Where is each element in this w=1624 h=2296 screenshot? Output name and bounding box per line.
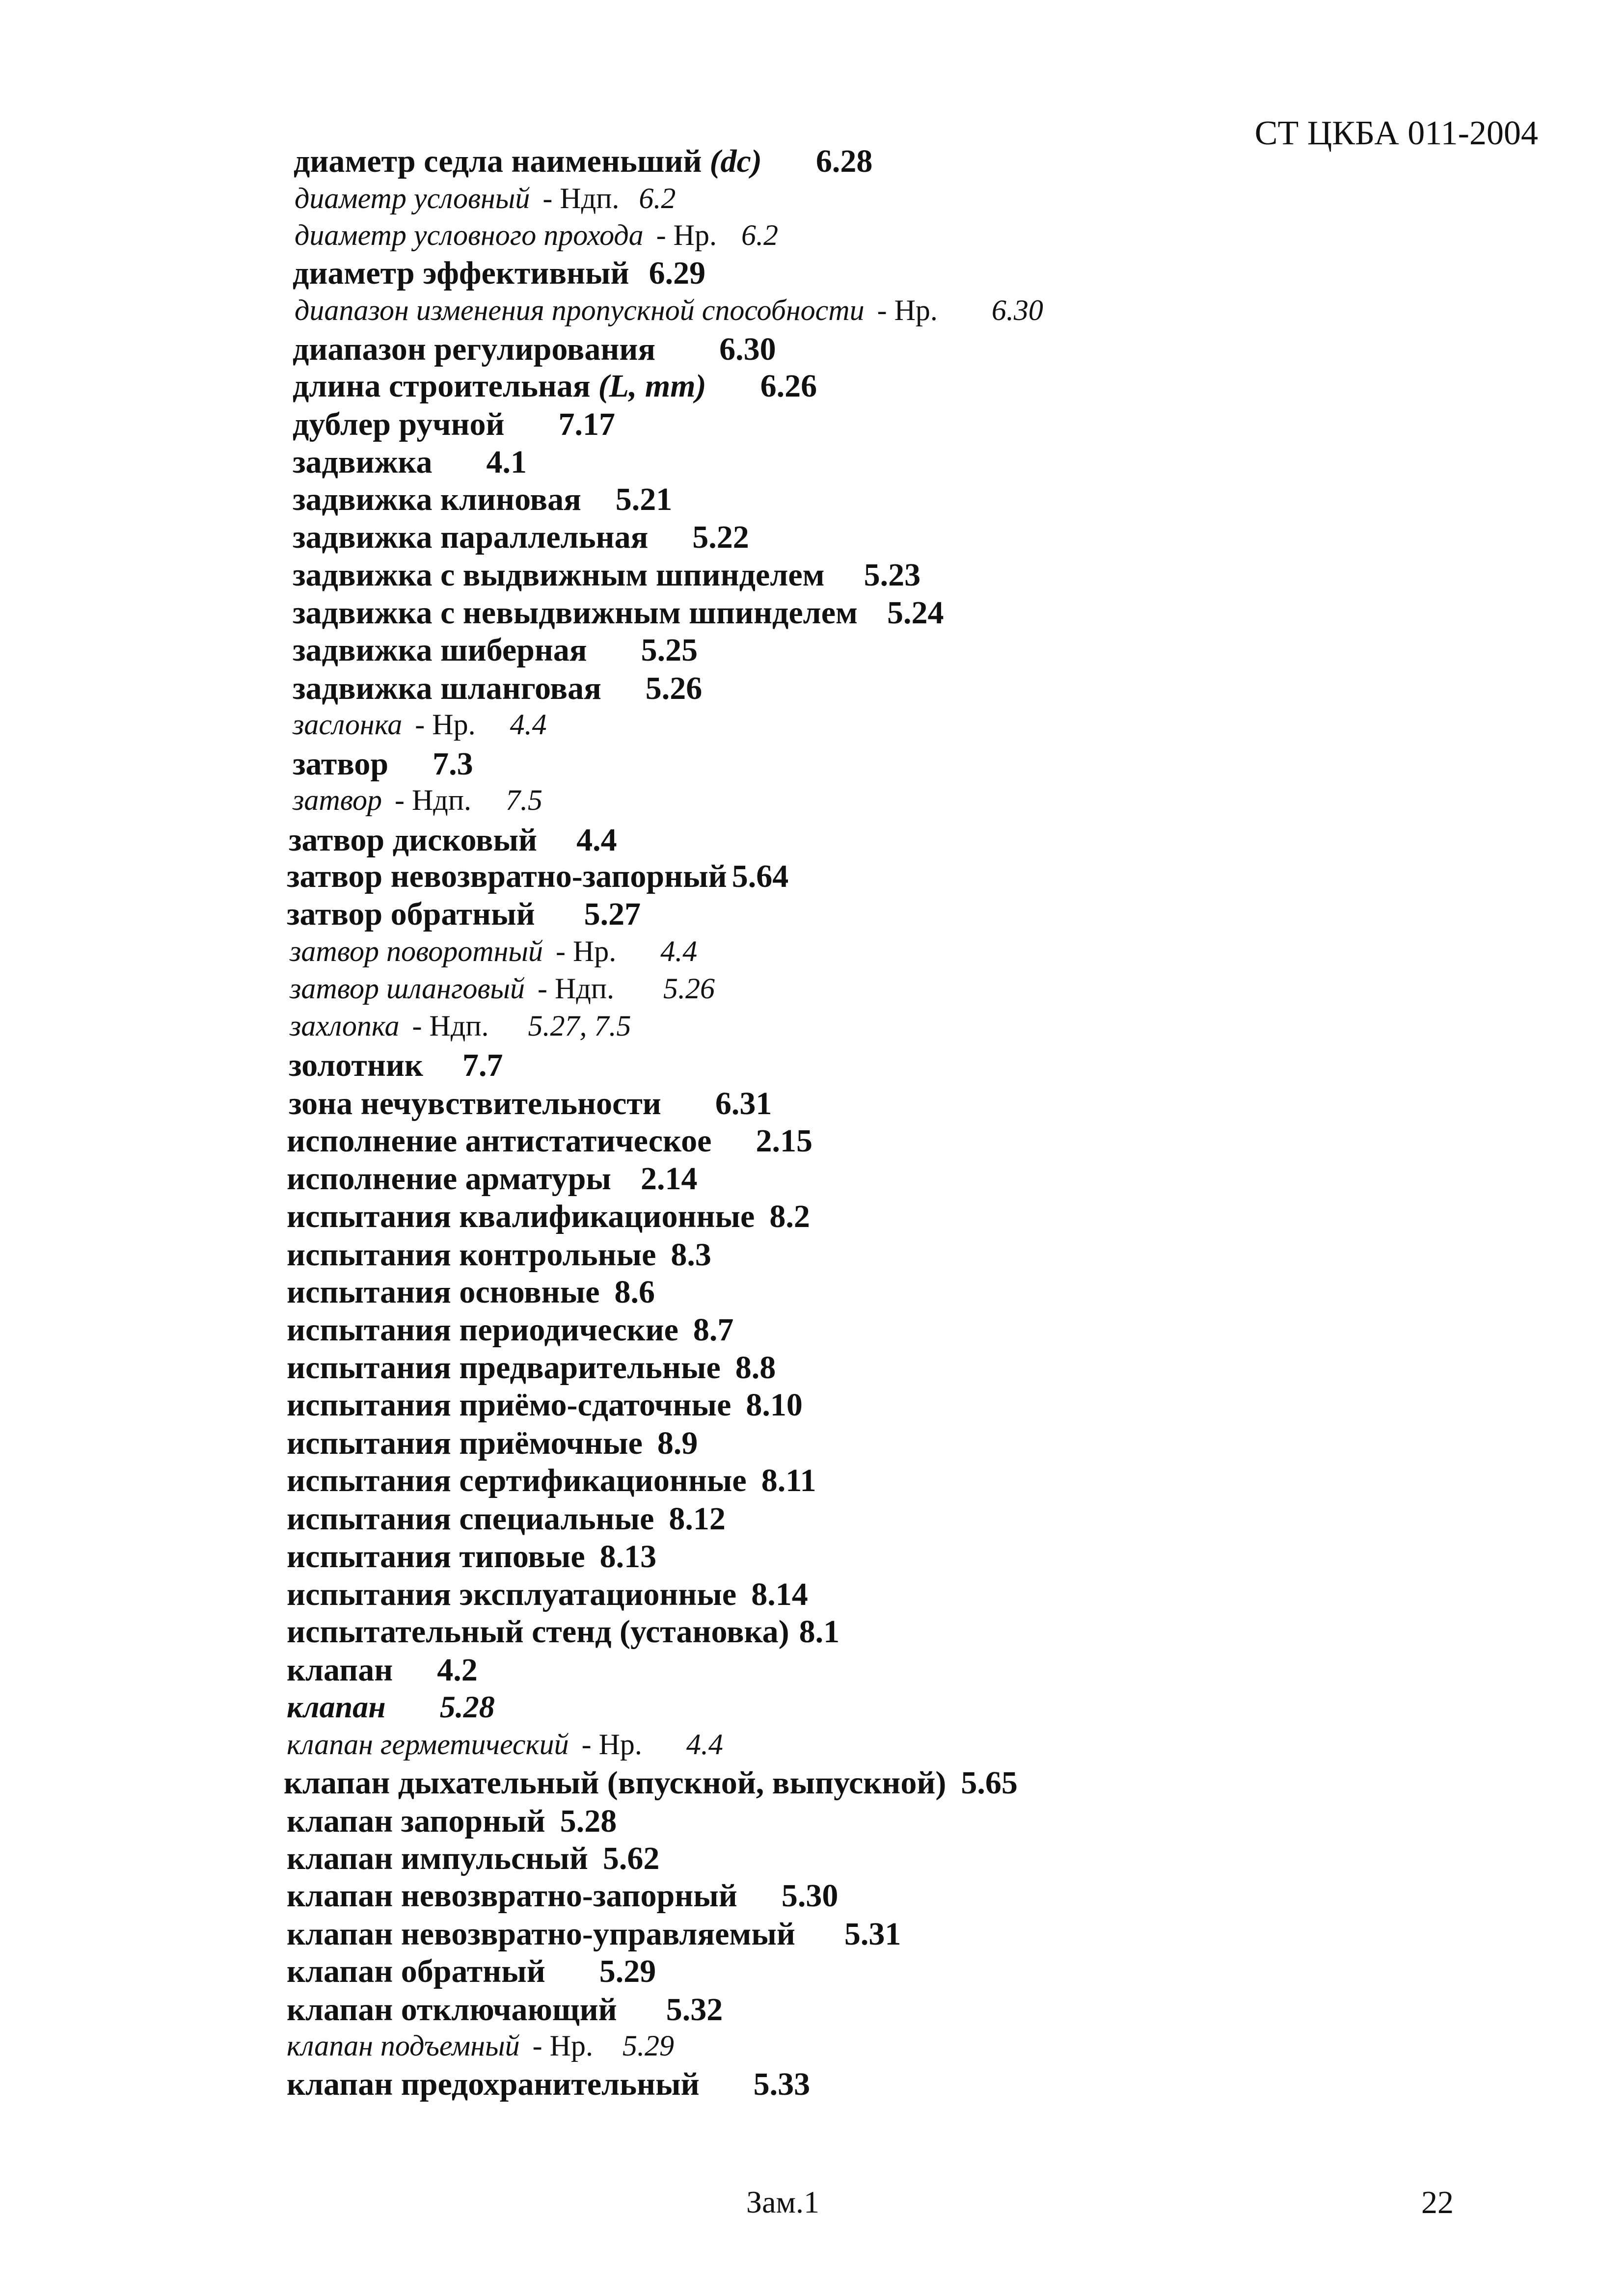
entry-term: длина строительная bbox=[293, 368, 591, 404]
entry-reference: 8.9 bbox=[657, 1425, 698, 1461]
index-entry bbox=[293, 559, 920, 591]
entry-mark: - Нр. bbox=[656, 219, 717, 251]
entry-term: захлопка bbox=[290, 1010, 400, 1042]
entry-reference: 8.2 bbox=[769, 1199, 810, 1234]
index-entry bbox=[293, 748, 473, 780]
index-entry bbox=[294, 145, 872, 178]
index-entry bbox=[287, 1389, 803, 1421]
index-entry bbox=[293, 710, 547, 739]
entry-reference: 5.24 bbox=[887, 595, 944, 631]
index-entry bbox=[295, 220, 778, 250]
index-entry bbox=[287, 1880, 838, 1912]
entry-mark: - Ндп. bbox=[395, 784, 471, 816]
entry-reference: 8.1 bbox=[799, 1614, 840, 1650]
entry-term: задвижка с выдвижным шпинделем bbox=[293, 557, 825, 593]
index-entry bbox=[287, 1994, 723, 2026]
index-entry bbox=[287, 1352, 776, 1384]
index-entry bbox=[287, 2031, 674, 2060]
index-entry bbox=[293, 785, 542, 815]
entry-reference: 2.15 bbox=[756, 1123, 812, 1159]
entry-term: клапан герметический bbox=[287, 1728, 569, 1761]
entry-term: клапан дыхательный (впускной, выпускной) bbox=[284, 1765, 947, 1801]
entry-term: дублер ручной bbox=[293, 406, 505, 442]
entry-reference: 8.3 bbox=[671, 1237, 711, 1273]
entry-term: испытания приёмочные bbox=[287, 1425, 643, 1461]
entry-reference: 7.3 bbox=[433, 746, 473, 782]
index-entry bbox=[293, 672, 702, 705]
entry-reference: 4.2 bbox=[437, 1652, 478, 1688]
entry-term: задвижка bbox=[293, 444, 433, 480]
index-entry bbox=[287, 1314, 733, 1346]
entry-reference: 5.22 bbox=[692, 519, 749, 555]
entry-reference: 8.6 bbox=[614, 1274, 655, 1310]
entry-term: диапазон изменения пропускной способности bbox=[295, 294, 865, 326]
index-entry bbox=[287, 1616, 839, 1648]
entry-term: испытания основные bbox=[287, 1274, 600, 1310]
entry-reference: 5.29 bbox=[622, 2029, 674, 2062]
entry-term: клапан подъемный bbox=[287, 2029, 520, 2062]
entry-reference: 7.7 bbox=[462, 1047, 503, 1083]
entry-reference: 8.14 bbox=[751, 1576, 808, 1612]
index-entry bbox=[287, 1805, 617, 1838]
entry-reference: 5.28 bbox=[560, 1803, 617, 1839]
entry-term: клапан невозвратно-управляемый bbox=[287, 1916, 795, 1952]
entry-reference: 5.65 bbox=[961, 1765, 1018, 1801]
entry-term: диаметр условного прохода bbox=[295, 219, 644, 251]
entry-term: диаметр эффективный bbox=[293, 255, 629, 291]
entry-term: испытания квалификационные bbox=[287, 1199, 755, 1234]
entry-reference: 5.26 bbox=[645, 670, 703, 706]
entry-mark: - Ндп. bbox=[412, 1010, 489, 1042]
entry-reference: 7.5 bbox=[505, 784, 542, 816]
index-entry bbox=[293, 408, 615, 441]
entry-reference: 6.2 bbox=[639, 182, 676, 214]
index-entry bbox=[287, 1465, 816, 1497]
index-entry bbox=[287, 1276, 655, 1308]
document-code: СТ ЦКБА 011-2004 bbox=[1254, 114, 1538, 152]
entry-reference: 2.14 bbox=[640, 1161, 698, 1197]
entry-term: испытания специальные bbox=[287, 1501, 654, 1537]
entry-reference: 5.31 bbox=[844, 1916, 901, 1952]
index-entry bbox=[290, 1011, 631, 1041]
entry-reference: 6.28 bbox=[815, 143, 873, 179]
index-entry bbox=[287, 1163, 697, 1195]
entry-reference: 4.4 bbox=[510, 708, 547, 741]
index-entry bbox=[287, 1201, 810, 1233]
change-note: Зам.1 bbox=[746, 2185, 819, 2219]
entry-term: диаметр условный bbox=[295, 182, 530, 214]
index-entry bbox=[295, 184, 676, 213]
index-entry bbox=[293, 634, 698, 667]
index-entry bbox=[287, 898, 641, 931]
entry-term: золотник bbox=[289, 1047, 423, 1083]
index-entry bbox=[287, 1730, 723, 1759]
entry-reference: 5.30 bbox=[781, 1878, 839, 1914]
entry-reference: 5.25 bbox=[641, 632, 698, 668]
entry-symbol: (L, mm) bbox=[598, 368, 706, 404]
index-entry bbox=[295, 295, 1043, 325]
entry-reference: 8.10 bbox=[746, 1387, 803, 1423]
entry-term: клапан предохранительный bbox=[287, 2066, 700, 2102]
index-entry bbox=[293, 521, 749, 554]
index-entry bbox=[289, 1049, 503, 1082]
index-entry bbox=[293, 483, 672, 516]
entry-term: диаметр седла наименьший bbox=[294, 143, 702, 179]
entry-reference: 5.23 bbox=[864, 557, 921, 593]
entry-mark: - Нр. bbox=[532, 2029, 593, 2062]
entry-reference: 6.30 bbox=[991, 294, 1043, 326]
entry-term: клапан bbox=[287, 1689, 386, 1724]
entry-term: исполнение арматуры bbox=[287, 1161, 611, 1197]
entry-term: затвор поворотный bbox=[290, 935, 543, 967]
entry-term: затвор шланговый bbox=[290, 972, 525, 1005]
entry-mark: - Ндп. bbox=[542, 182, 620, 214]
index-entry bbox=[287, 1125, 812, 1157]
entry-term: клапан невозвратно-запорный bbox=[287, 1878, 737, 1914]
index-entry bbox=[287, 1578, 808, 1611]
entry-reference: 8.8 bbox=[735, 1350, 776, 1386]
entry-term: задвижка клиновая bbox=[293, 481, 581, 517]
index-entry bbox=[287, 1691, 495, 1723]
entry-reference: 5.33 bbox=[753, 2066, 811, 2102]
entry-term: диапазон регулирования bbox=[293, 331, 656, 367]
entry-term: испытания контрольные bbox=[287, 1237, 656, 1273]
index-entry bbox=[293, 257, 705, 290]
entry-term: задвижка шланговая bbox=[293, 670, 601, 706]
index-entry bbox=[287, 1239, 711, 1271]
entry-term: испытания приёмо-сдаточные bbox=[287, 1387, 731, 1423]
entry-term: зона нечувствительности bbox=[289, 1086, 661, 1121]
entry-term: затвор bbox=[293, 784, 382, 816]
entry-term: клапан обратный bbox=[287, 1953, 545, 1989]
index-entry bbox=[287, 1503, 726, 1535]
entry-reference: 8.13 bbox=[599, 1539, 657, 1575]
entry-reference: 5.21 bbox=[615, 481, 673, 517]
entry-reference: 5.28 bbox=[439, 1689, 495, 1724]
entry-term: задвижка с невыдвижным шпинделем bbox=[293, 595, 858, 631]
index-entry bbox=[287, 1654, 478, 1686]
entry-mark: - Нр. bbox=[415, 708, 476, 741]
entry-term: клапан запорный bbox=[287, 1803, 545, 1839]
entry-mark: - Ндп. bbox=[538, 972, 614, 1005]
entry-reference: 8.11 bbox=[761, 1463, 816, 1498]
entry-term: клапан импульсный bbox=[287, 1841, 588, 1876]
entry-reference: 5.27, 7.5 bbox=[528, 1010, 631, 1042]
entry-reference: 5.64 bbox=[731, 858, 789, 894]
entry-reference: 5.29 bbox=[599, 1953, 656, 1989]
entry-term: испытания эксплуатационные bbox=[287, 1576, 737, 1612]
entry-term: задвижка шиберная bbox=[293, 632, 587, 668]
index-entry bbox=[293, 446, 527, 479]
entry-term: затвор bbox=[293, 746, 389, 782]
entry-term: испытательный стенд (установка) bbox=[287, 1614, 789, 1650]
entry-term: испытания типовые bbox=[287, 1539, 585, 1575]
index-entry bbox=[293, 370, 817, 402]
entry-reference: 6.31 bbox=[715, 1086, 772, 1121]
entry-reference: 4.4 bbox=[686, 1728, 723, 1761]
index-entry bbox=[284, 1767, 1018, 1799]
index-entry bbox=[287, 2068, 810, 2101]
entry-reference: 4.4 bbox=[576, 822, 617, 858]
entry-term: испытания предварительные bbox=[287, 1350, 721, 1386]
index-entry bbox=[293, 597, 944, 629]
entry-reference: 6.30 bbox=[719, 331, 776, 367]
page-number: 22 bbox=[1421, 2185, 1454, 2220]
entry-reference: 8.12 bbox=[669, 1501, 726, 1537]
index-entry bbox=[289, 824, 617, 856]
index-entry bbox=[287, 1918, 901, 1950]
index-entry bbox=[293, 333, 776, 366]
entry-term: клапан bbox=[287, 1652, 393, 1688]
entry-reference: 7.17 bbox=[558, 406, 616, 442]
index-entry bbox=[287, 1541, 656, 1573]
entry-reference: 5.62 bbox=[602, 1841, 660, 1876]
entry-reference: 6.26 bbox=[760, 368, 817, 404]
entry-term: испытания сертификационные bbox=[287, 1463, 747, 1498]
entry-reference: 5.27 bbox=[584, 896, 641, 932]
entry-reference: 4.4 bbox=[660, 935, 698, 967]
entry-term: затвор дисковый bbox=[289, 822, 538, 858]
index-entry bbox=[287, 1842, 659, 1875]
index-entry bbox=[290, 974, 715, 1003]
index-entry bbox=[290, 936, 697, 966]
entry-term: затвор невозвратно-запорный bbox=[287, 858, 727, 894]
entry-reference: 6.29 bbox=[649, 255, 706, 291]
entry-term: клапан отключающий bbox=[287, 1992, 617, 2028]
entry-reference: 8.7 bbox=[693, 1312, 734, 1348]
index-entry bbox=[289, 1088, 772, 1120]
entry-mark: - Нр. bbox=[555, 935, 617, 967]
entry-term: исполнение антистатическое bbox=[287, 1123, 712, 1159]
entry-reference: 5.32 bbox=[666, 1992, 723, 2028]
entry-symbol: (dc) bbox=[709, 143, 762, 179]
index-entry bbox=[287, 1427, 698, 1460]
entry-mark: - Нр. bbox=[581, 1728, 642, 1761]
entry-reference: 4.1 bbox=[486, 444, 527, 480]
entry-term: затвор обратный bbox=[287, 896, 535, 932]
entry-term: заслонка bbox=[293, 708, 403, 741]
entry-reference: 6.2 bbox=[741, 219, 778, 251]
entry-term: задвижка параллельная bbox=[293, 519, 649, 555]
entry-term: испытания периодические bbox=[287, 1312, 678, 1348]
entry-mark: - Нр. bbox=[877, 294, 938, 326]
entry-reference: 5.26 bbox=[663, 972, 715, 1005]
index-entry bbox=[287, 860, 788, 893]
index-entry bbox=[287, 1955, 656, 1988]
